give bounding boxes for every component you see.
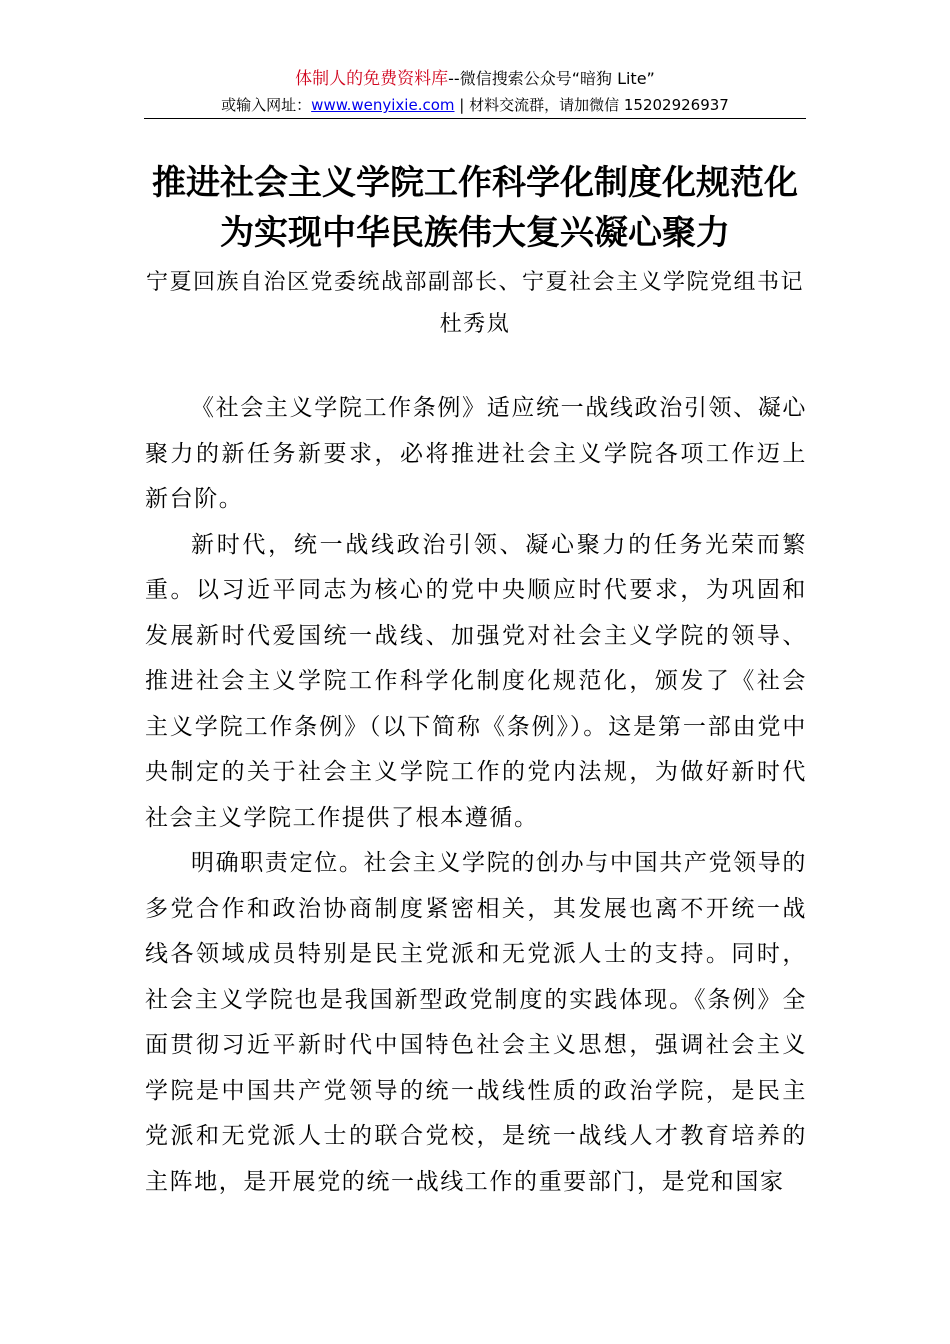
header-url-link[interactable]: www.wenyixie.com xyxy=(311,96,455,114)
header-url-prefix: 或输入网址： xyxy=(221,96,312,114)
article-byline: 宁夏回族自治区党委统战部副部长、宁夏社会主义学院党组书记 杜秀岚 xyxy=(145,270,804,337)
header-brand: 体制人的免费资料库 xyxy=(295,69,449,89)
page-header xyxy=(144,66,806,118)
header-divider xyxy=(144,118,806,119)
header-line-1 xyxy=(144,66,806,92)
paragraph: 新时代，统一战线政治引领、凝心聚力的任务光荣而繁重。以习近平同志为核心的党中央顺应时代要求，为巩固和发展新时代爱国统一战线、加强党对社会主义学院的领导、推进社会主义学院工作科学化制度化规范化，颁发了《社会主义学院工作条例》（以下简称《条例》）。这是第一部由党中央制定的关于社会主义学院工作的党内法规，为做好新时代社会主义学院工作提供了根本遵循。 xyxy=(145,531,807,831)
paragraph: 明确职责定位。社会主义学院的创办与中国共产党领导的多党合作和政治协商制度紧密相关，其发展也离不开统一战线各领域成员特别是民主党派和无党派人士的支持。同时，社会主义学院也是我国新型政党制度的实践体现。《条例》全面贯彻习近平新时代中国特色社会主义思想，强调社会主义学院是中国共产党领导的统一战线性质的政治学院，是民主党派和无党派人士的联合党校，是统一战线人才教育培养的主阵地，是开展党的统一战线工作的重要部门，是党和国家 xyxy=(145,850,807,1195)
header-contact: | 材料交流群，请加微信 15202926937 xyxy=(454,96,729,114)
article-body xyxy=(145,386,807,1205)
article-title: 推进社会主义学院工作科学化制度化规范化 为实现中华民族伟大复兴凝心聚力 xyxy=(152,163,798,253)
paragraph: 《社会主义学院工作条例》适应统一战线政治引领、凝心聚力的新任务新要求，必将推进社会主义学院各项工作迈上新台阶。 xyxy=(145,395,807,512)
header-line-2 xyxy=(144,92,806,118)
header-tagline: --微信搜索公众号“暗狗 Lite” xyxy=(448,69,655,88)
